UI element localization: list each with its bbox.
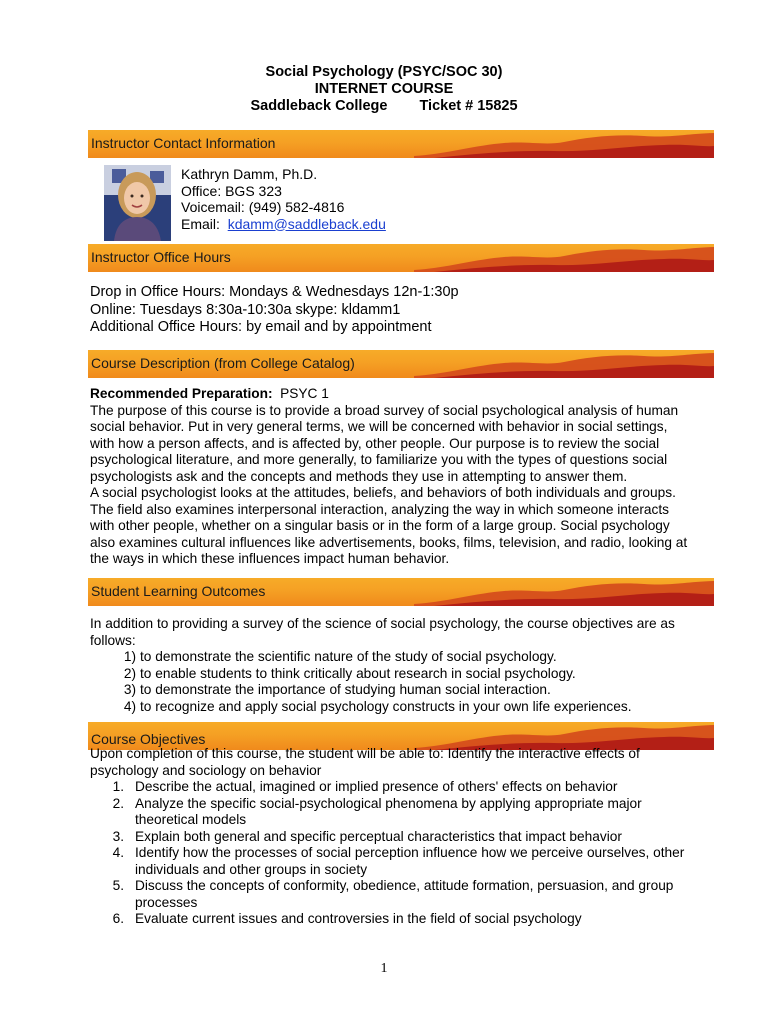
list-item (90, 796, 710, 829)
item-text: to recognize and apply social psychology constructs in your own life experiences. (140, 698, 632, 714)
mountain-decoration-icon (414, 244, 714, 272)
course-description (90, 386, 710, 568)
item-text: to demonstrate the scientific nature of the study of social psychology. (140, 649, 557, 664)
description-line: psychologists ask and the concepts and methods they use in attempting to answer them. (90, 468, 628, 484)
instructor-photo (104, 165, 171, 241)
section-title-contact: Instructor Contact Information (91, 135, 276, 151)
list-item (90, 829, 710, 846)
section-title-description: Course Description (from College Catalog) (91, 355, 355, 371)
item-number: 1. (112, 779, 124, 794)
outcomes-list (90, 616, 710, 715)
item-number: 3) (123, 682, 136, 697)
section-title-objectives: Course Objectives (91, 731, 206, 747)
instructor-contact (181, 166, 386, 232)
objectives-intro: psychology and sociology on behavior (90, 762, 322, 778)
list-item (90, 845, 710, 878)
section-banner-contact (88, 130, 714, 158)
item-number: 5. (112, 878, 124, 893)
email-label: Email: (181, 215, 220, 232)
additional-hours: Additional Office Hours: by email and by appointment (90, 319, 432, 335)
email-link[interactable]: kdamm@saddleback.edu (227, 215, 386, 232)
description-line: A social psychologist looks at the attitudes, beliefs, and behaviors of both individuals and groups. (90, 485, 676, 500)
item-number: 2. (112, 795, 124, 811)
section-banner-description (88, 350, 714, 378)
document-header (0, 64, 768, 115)
course-format: INTERNET COURSE (314, 81, 454, 97)
college-name: Saddleback College (250, 98, 388, 114)
description-line: social behavior. Put in very general terms, we will be concerned with behavior in social settings, (90, 419, 668, 434)
description-line: The field also examines interpersonal interaction, analyzing the way in which someone interacts (90, 501, 669, 517)
item-text: Describe the actual, imagined or implied presence of others' effects on behavior (135, 779, 618, 794)
description-line: The purpose of this course is to provide a broad survey of social psychological analysis of human (90, 402, 679, 418)
description-line: with how a person affects, and is affected by, other people. Our purpose is to review the social (90, 435, 660, 451)
item-text: to demonstrate the importance of studying human social interaction. (140, 682, 551, 697)
description-line: with other people, whether on a singular basis or in the form of a large group. Social psychology (90, 518, 670, 533)
prep-value: PSYC 1 (280, 386, 329, 401)
item-number: 2) (123, 665, 136, 681)
section-banner-hours (88, 244, 714, 272)
objectives-list (90, 746, 710, 928)
mountain-decoration-icon (414, 578, 714, 606)
ticket-number: Ticket # 15825 (419, 98, 518, 114)
item-text: Explain both general and specific perceptual characteristics that impact behavior (135, 828, 622, 844)
outcomes-intro: In addition to providing a survey of the science of social psychology, the course objectives are as (90, 616, 675, 631)
item-number: 4) (123, 698, 136, 714)
list-item (90, 779, 710, 796)
online-hours: Online: Tuesdays 8:30a-10:30a skype: kldamm1 (90, 301, 401, 318)
mountain-decoration-icon (414, 130, 714, 158)
description-line: also examines cultural influences like advertisements, books, films, television, and radio, looking at (90, 534, 688, 550)
outcomes-intro: follows: (90, 632, 136, 648)
item-text: Discuss the concepts of conformity, obedience, attitude formation, persuasion, and group processes (135, 878, 674, 910)
item-text: Analyze the specific social-psychological phenomena by applying appropriate major theoretical models (135, 795, 642, 827)
list-item (90, 666, 710, 683)
mountain-decoration-icon (414, 350, 714, 378)
description-line: the ways in which these influences impact human behavior. (90, 551, 450, 566)
drop-in-hours: Drop in Office Hours: Mondays & Wednesdays 12n-1:30p (90, 284, 459, 300)
item-number: 3. (112, 828, 124, 844)
item-number: 4. (112, 845, 124, 860)
recommended-prep (90, 386, 710, 403)
list-item (90, 649, 710, 666)
office-hours-text (90, 284, 459, 337)
objectives-intro: Upon completion of this course, the student will be able to: Identify the interactive effects of (90, 746, 640, 761)
instructor-name: Kathryn Damm, Ph.D. (181, 166, 318, 182)
description-line: psychological literature, and more generally, to familiarize you with the types of questions social (90, 452, 668, 467)
list-item (90, 878, 710, 911)
item-text: Evaluate current issues and controversies in the field of social psychology (135, 911, 582, 926)
page-number: 1 (380, 961, 388, 976)
list-item (90, 911, 710, 928)
item-text: Identify how the processes of social perception influence how we perceive ourselves, other individuals and other groups in society (135, 845, 685, 877)
prep-label: Recommended Preparation: (90, 386, 273, 401)
item-number: 6. (112, 911, 124, 926)
instructor-voicemail: Voicemail: (949) 582-4816 (181, 199, 345, 215)
college-ticket-line (0, 98, 768, 115)
list-item (90, 682, 710, 699)
item-number: 1) (123, 649, 136, 664)
course-title: Social Psychology (PSYC/SOC 30) (265, 64, 503, 80)
instructor-office: Office: BGS 323 (181, 182, 282, 199)
instructor-email-line (181, 216, 386, 233)
section-banner-outcomes (88, 578, 714, 606)
item-text: to enable students to think critically about research in social psychology. (140, 665, 576, 681)
list-item (90, 699, 710, 716)
section-title-outcomes: Student Learning Outcomes (91, 583, 266, 599)
section-title-hours: Instructor Office Hours (91, 249, 231, 265)
